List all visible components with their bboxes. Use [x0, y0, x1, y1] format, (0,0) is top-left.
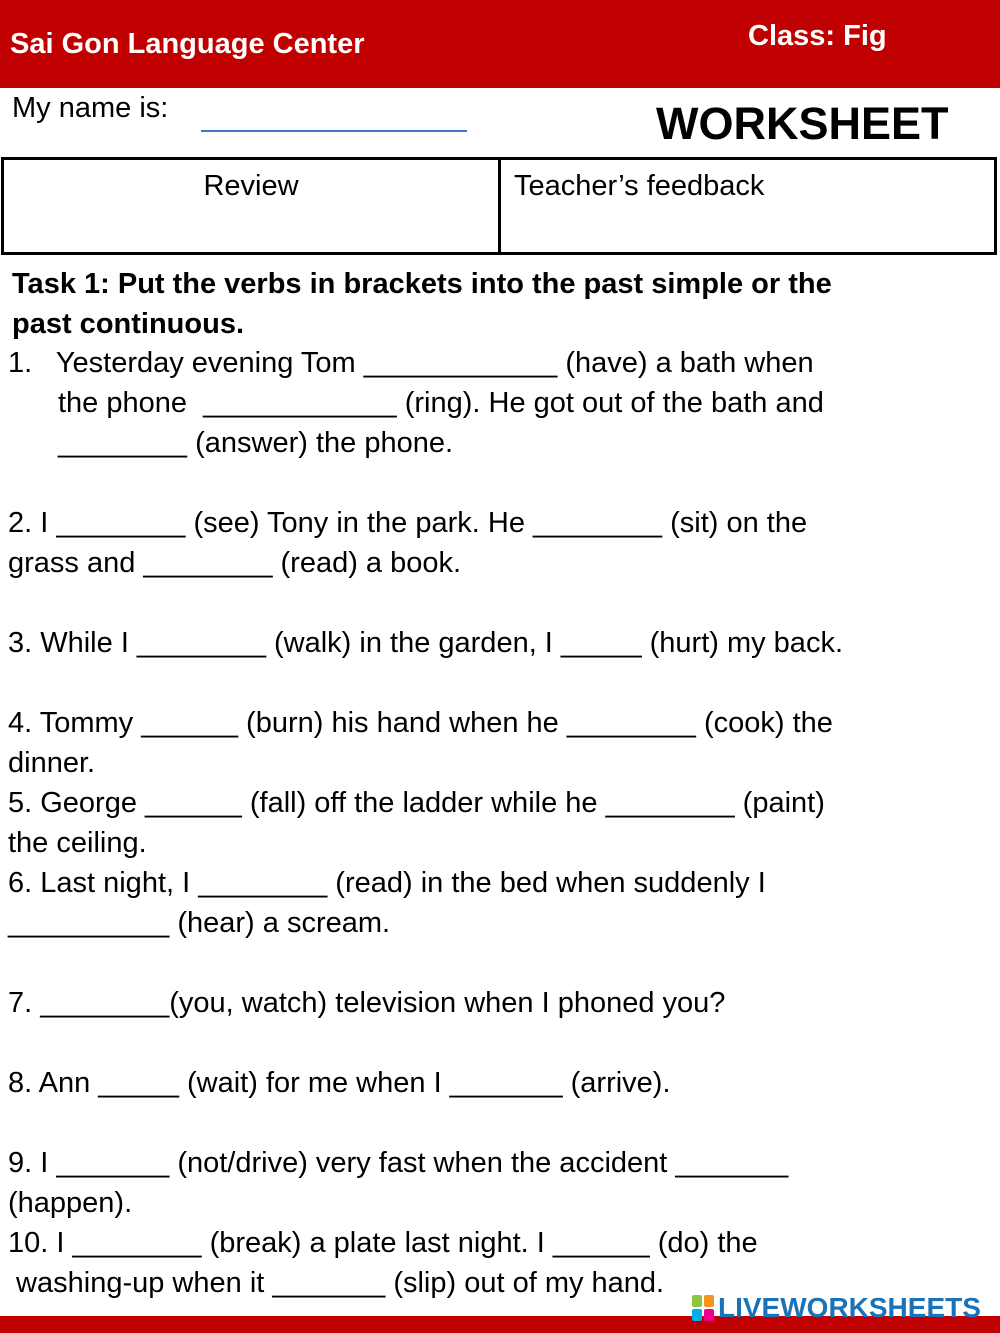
question-line: 4. Tommy ______ (burn) his hand when he ________ (cook) the [8, 707, 833, 739]
question-line: 1. Yesterday evening Tom ____________ (have) a bath when [8, 347, 814, 379]
header-bar [0, 0, 1000, 88]
review-table [1, 157, 997, 255]
task-title [12, 264, 982, 344]
question-line: 9. I _______ (not/drive) very fast when the accident _______ [8, 1147, 789, 1179]
question-line: grass and ________ (read) a book. [8, 547, 462, 579]
question-line: __________ (hear) a scream. [8, 907, 391, 939]
table-divider [498, 160, 501, 252]
task-title-line: past continuous. [12, 308, 244, 340]
question-line: (happen). [8, 1187, 133, 1219]
question-line: 10. I ________ (break) a plate last night. I ______ (do) the [8, 1227, 758, 1259]
question-line: 6. Last night, I ________ (read) in the bed when suddenly I [8, 867, 766, 899]
question-line: 8. Ann _____ (wait) for me when I _______ (arrive). [8, 1067, 671, 1099]
worksheet-title: WORKSHEET [656, 98, 949, 149]
logo-text: LIVEWORKSHEETS [718, 1292, 981, 1323]
question-line: 3. While I ________ (walk) in the garden, I _____ (hurt) my back. [8, 627, 843, 659]
question-line: 7. ________(you, watch) television when I phoned you? [8, 987, 726, 1019]
question-line: 5. George ______ (fall) off the ladder while he ________ (paint) [8, 787, 825, 819]
task-title-line: Task 1: Put the verbs in brackets into the past simple or the [12, 268, 832, 300]
question-line: ________ (answer) the phone. [58, 427, 454, 459]
feedback-cell-label: Teacher’s feedback [514, 170, 765, 202]
question-line: the ceiling. [8, 827, 147, 859]
question-line: dinner. [8, 747, 96, 779]
class-label: Class: Fig [748, 20, 887, 52]
name-label: My name is: [12, 92, 169, 124]
center-name: Sai Gon Language Center [10, 28, 365, 60]
name-input-line[interactable] [201, 130, 467, 132]
liveworksheets-logo [692, 1290, 981, 1326]
review-cell-label: Review [203, 170, 299, 202]
question-line: washing-up when it _______ (slip) out of my hand. [8, 1267, 665, 1299]
question-line: 2. I ________ (see) Tony in the park. He ________ (sit) on the [8, 507, 808, 539]
liveworksheets-icon [692, 1295, 714, 1321]
question-line: the phone ____________ (ring). He got out of the bath and [58, 387, 824, 419]
